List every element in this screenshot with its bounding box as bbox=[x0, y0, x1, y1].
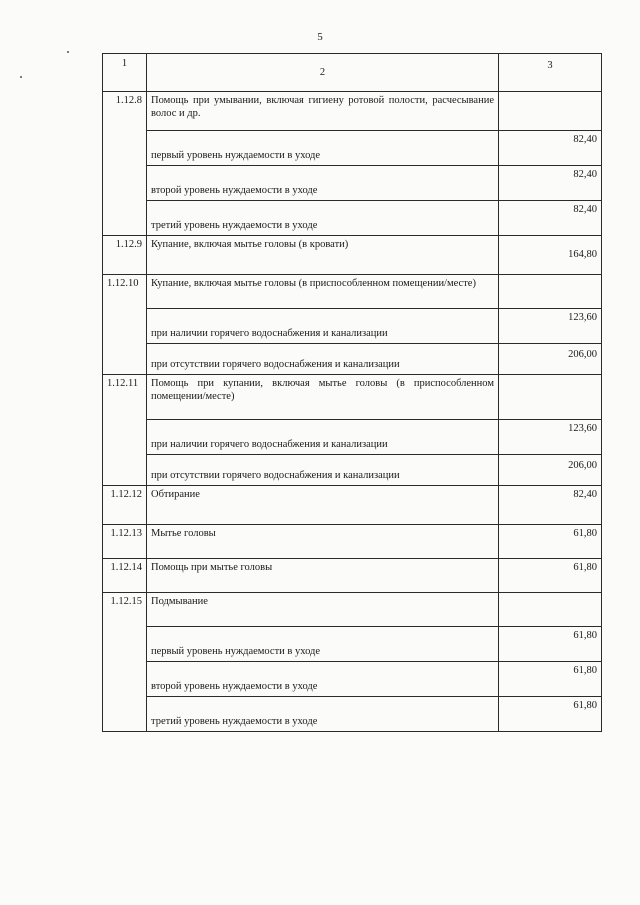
service-description: Помощь при умывании, включая гигиену ротовой полости, расчесывание волос и др. bbox=[147, 92, 499, 131]
service-price bbox=[499, 275, 602, 309]
table-row bbox=[103, 697, 602, 732]
service-code: 1.12.10 bbox=[103, 275, 147, 375]
table-row bbox=[103, 344, 602, 375]
service-price: 61,80 bbox=[499, 559, 602, 593]
service-price: 82,40 bbox=[499, 131, 602, 166]
table-row bbox=[103, 593, 602, 627]
table-row bbox=[103, 375, 602, 420]
service-description: при отсутствии горячего водоснабжения и канализации bbox=[147, 344, 499, 375]
service-description: второй уровень нуждаемости в уходе bbox=[147, 166, 499, 201]
service-code: 1.12.12 bbox=[103, 486, 147, 525]
service-code: 1.12.9 bbox=[103, 236, 147, 275]
service-price: 123,60 bbox=[499, 309, 602, 344]
service-description: Мытье головы bbox=[147, 525, 499, 559]
service-description: Помощь при мытье головы bbox=[147, 559, 499, 593]
service-description: Подмывание bbox=[147, 593, 499, 627]
service-price: 61,80 bbox=[499, 627, 602, 662]
service-price: 61,80 bbox=[499, 662, 602, 697]
table-row bbox=[103, 92, 602, 131]
service-description: третий уровень нуждаемости в уходе bbox=[147, 201, 499, 236]
service-description: Купание, включая мытье головы (в приспособленном помещении/месте) bbox=[147, 275, 499, 309]
service-price: 206,00 bbox=[499, 455, 602, 486]
service-description: Помощь при купании, включая мытье головы (в приспособленном помещении/месте) bbox=[147, 375, 499, 420]
scan-speck bbox=[20, 76, 22, 78]
table-row bbox=[103, 420, 602, 455]
service-code: 1.12.13 bbox=[103, 525, 147, 559]
service-description: при наличии горячего водоснабжения и канализации bbox=[147, 420, 499, 455]
table-row bbox=[103, 309, 602, 344]
table-row bbox=[103, 166, 602, 201]
table-row bbox=[103, 275, 602, 309]
service-price bbox=[499, 92, 602, 131]
service-price bbox=[499, 593, 602, 627]
service-price: 164,80 bbox=[499, 236, 602, 275]
table-row bbox=[103, 201, 602, 236]
page-number: 5 bbox=[317, 31, 323, 43]
service-description: первый уровень нуждаемости в уходе bbox=[147, 627, 499, 662]
service-price: 61,80 bbox=[499, 697, 602, 732]
service-price bbox=[499, 375, 602, 420]
service-price: 82,40 bbox=[499, 486, 602, 525]
price-table bbox=[102, 53, 602, 732]
service-price: 82,40 bbox=[499, 166, 602, 201]
table-row bbox=[103, 559, 602, 593]
service-code: 1.12.8 bbox=[103, 92, 147, 236]
table-row bbox=[103, 627, 602, 662]
service-description: Обтирание bbox=[147, 486, 499, 525]
header-col-3: 3 bbox=[499, 54, 602, 92]
table-row bbox=[103, 525, 602, 559]
scan-speck bbox=[67, 51, 69, 53]
table-row bbox=[103, 662, 602, 697]
table-row bbox=[103, 131, 602, 166]
header-col-2: 2 bbox=[147, 54, 499, 92]
table-header-row bbox=[103, 54, 602, 92]
service-description: третий уровень нуждаемости в уходе bbox=[147, 697, 499, 732]
table-row bbox=[103, 236, 602, 275]
service-price: 123,60 bbox=[499, 420, 602, 455]
service-description: Купание, включая мытье головы (в кровати) bbox=[147, 236, 499, 275]
service-description: при отсутствии горячего водоснабжения и канализации bbox=[147, 455, 499, 486]
service-code: 1.12.14 bbox=[103, 559, 147, 593]
service-description: первый уровень нуждаемости в уходе bbox=[147, 131, 499, 166]
service-description: второй уровень нуждаемости в уходе bbox=[147, 662, 499, 697]
service-code: 1.12.11 bbox=[103, 375, 147, 486]
service-description: при наличии горячего водоснабжения и канализации bbox=[147, 309, 499, 344]
table-row bbox=[103, 486, 602, 525]
service-code: 1.12.15 bbox=[103, 593, 147, 732]
service-price: 82,40 bbox=[499, 201, 602, 236]
service-price: 206,00 bbox=[499, 344, 602, 375]
header-col-1: 1 bbox=[103, 54, 147, 92]
table-row bbox=[103, 455, 602, 486]
service-price: 61,80 bbox=[499, 525, 602, 559]
